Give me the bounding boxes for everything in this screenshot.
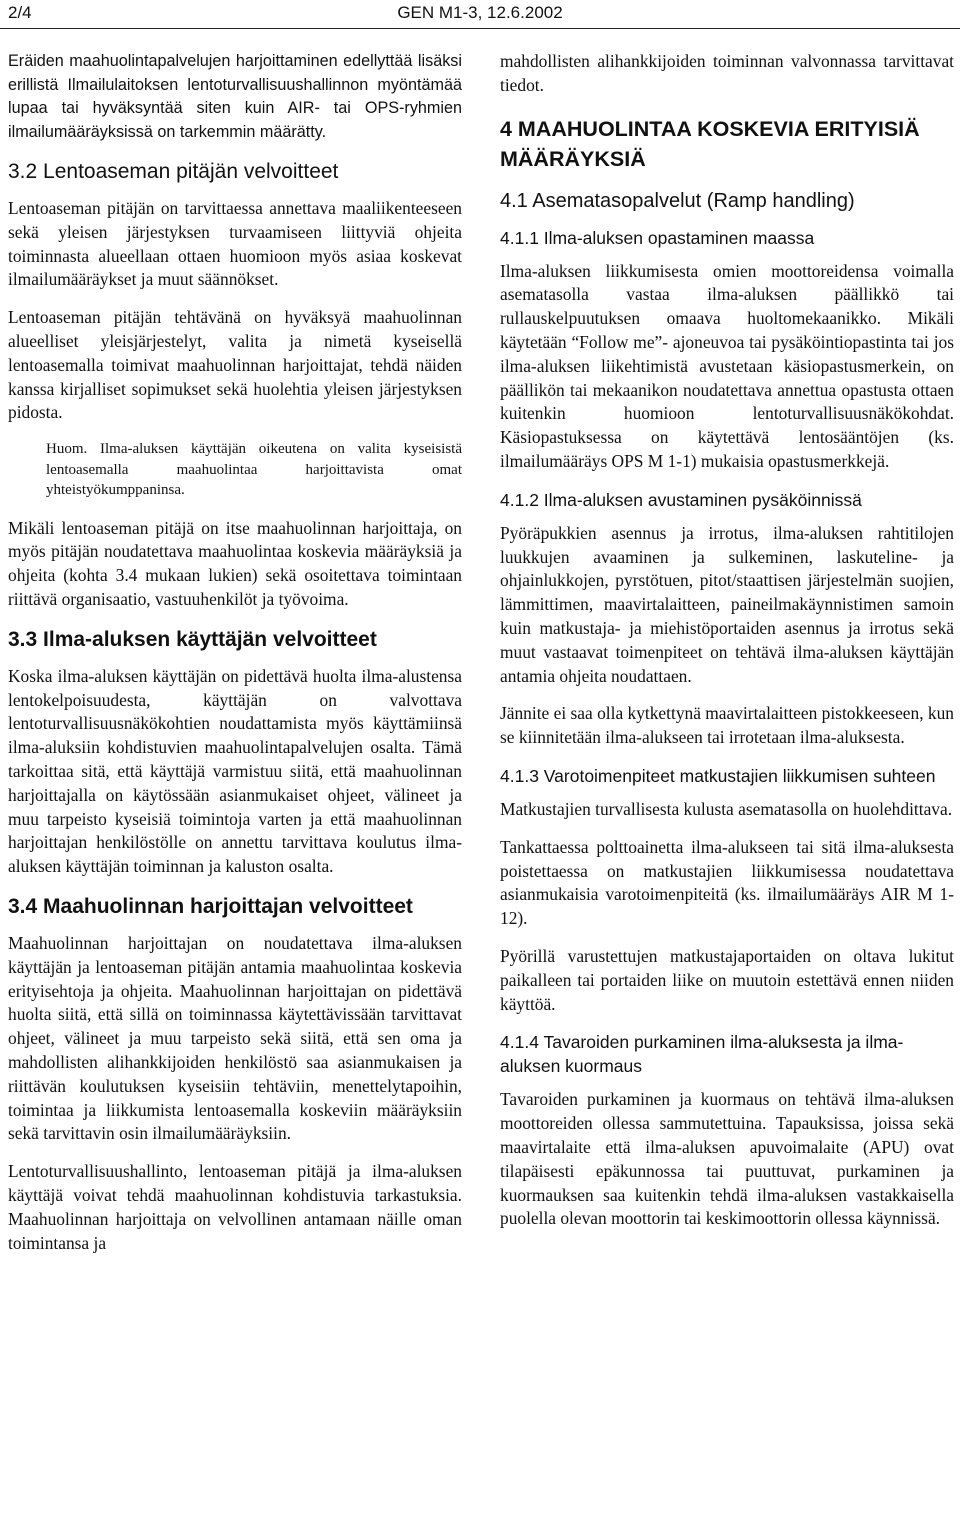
note-3-2: Huom. Ilma-aluksen käyttäjän oikeutena on valita kyseisistä lentoasemalla maahuolintaa harjoittavista omat yhteistyökumppaninsa. xyxy=(46,441,462,499)
paragraph-3-2-c: Mikäli lentoaseman pitäjä on itse maahuolinnan harjoittaja, on myös pitäjän noudatettava maahuolintaa koskevia määräyksiä ja ohjeita (kohta 3.4 mukaan lukien) sekä osoitettava toimintaan riittävä organisaatio, vastuuhenkilöt ja työvoima. xyxy=(8,517,462,610)
paragraph-4-1-2-a: Pyöräpukkien asennus ja irrotus, ilma-aluksen rahtitilojen luukkujen avaaminen ja sulkeminen, laskuteline- ja ohjainlukkojen, pyrstötuen, pitot/staattisen järjestelmän suojien, lämmittimen, maavirtalaitteen, paineilmakäynnistimen samoin kuin matkustaja- ja miehistöportaiden asennus ja irrotus sekä muut vastaavat toimenpiteet on tehtävä ilma-aluksen käyttäjän antamia ohjeita noudattaen. xyxy=(500,522,954,686)
heading-4-1: 4.1 Asematasopalvelut (Ramp handling) xyxy=(500,189,855,212)
paragraph-3-4-a: Maahuolinnan harjoittajan on noudatettava ilma-aluksen käyttäjän ja lentoaseman pitäjän antamia maahuolintaa koskevia erityisehtoja ja ohjeita. Maahuolinnan harjoittajan on pidettävä huolta siitä, että sillä on toiminnassa käytettävissään tarvittavat ohjeet, välineet ja muu tarpeisto sekä siitä, että sen oma ja mahdollisten alihankkijoiden henkilöstö saa asianmukaisen ja riittävän koulutuksen kyseisiin tehtäviin, menettelytapoihin, toimintaa ja liikkumista lentoasemalla koskeviin määräyksiin sekä tarvittavin osin ilmailumääräyksiin. xyxy=(8,933,462,1144)
left-column xyxy=(8,50,462,1269)
paragraph-4-1-3-c: Pyörillä varustettujen matkustajaportaiden on oltava lukitut paikalleen tai portaiden liike on muutoin estettävä ennen niiden käyttöä. xyxy=(500,945,954,1014)
paragraph-4-1-1: Ilma-aluksen liikkumisesta omien moottoreidensa voimalla asematasolla vastaa ilma-aluksen päällikkö tai rullauskelpuutuksen omaava huoltomekaanikko. Mikäli käytetään “Follow me”- ajoneuvoa tai pysäköintiopastinta tai jos ilma-aluksen liikehtimistä avustetaan käsiopastusmerkein, on päällikön tai mekaanikon noudatettava annettua opastusta ottaen kuitenkin huomioon lentoturvallisuusnäkökohdat. Käsiopastuksessa on käytettävä lentosääntöjen (ks. ilmailumääräys OPS M 1-1) mukaisia opastusmerkkejä. xyxy=(500,260,954,471)
paragraph-4-1-4: Tavaroiden purkaminen ja kuormaus on tehtävä ilma-aluksen moottoreiden ollessa sammutettuina. Tapauksissa, joissa sekä maavirtalaite että ilma-aluksen apuvoimalaite (APU) ovat tilapäisesti epäkunnossa tai puuttuvat, purkaminen ja kuormauksen saa kuitenkin tehdä ilma-aluksen vastakkaisella puolella olevan moottorin tai keskimoottorin ollessa käynnissä. xyxy=(500,1089,954,1229)
heading-3-4: 3.4 Maahuolinnan harjoittajan velvoitteet xyxy=(8,895,413,919)
heading-3-3: 3.3 Ilma-aluksen käyttäjän velvoitteet xyxy=(8,627,377,651)
paragraph-3-3-a: Koska ilma-aluksen käyttäjän on pidettävä huolta ilma-alustensa lentokelpoisuudesta, käyttäjän on valvottava lentoturvallisuusnäkökohtien noudattamista myös käyttämiinsä ilma-aluksiin kohdistuvien maahuolintapalvelujen osalta. Tämä tarkoittaa sitä, että käyttäjä varmistuu siitä, että maahuolinnan harjoittajalla on käytössään asianmukaiset ohjeet, välineet ja muu tarpeisto kyseisiä toimintoja varten ja että maahuolinnan harjoittajan henkilöstölle on annettu tarvittava koulutus ilma-aluksen käyttäjän toiminnan ja kaluston osalta. xyxy=(8,665,462,877)
paragraph-4-1-3-b: Tankattaessa polttoainetta ilma-alukseen tai sitä ilma-aluksesta poistettaessa on matkustajien liikkumisessa noudatettava asianmukaisia varotoimenpiteitä (ks. ilmailumääräys AIR M 1-12). xyxy=(500,836,954,929)
document-reference: GEN M1-3, 12.6.2002 xyxy=(397,3,563,22)
heading-4-1-2: 4.1.2 Ilma-aluksen avustaminen pysäköinnissä xyxy=(500,489,862,510)
page-header xyxy=(0,0,960,28)
intro-paragraph: Eräiden maahuolintapalvelujen harjoittaminen edellyttää lisäksi erillistä Ilmailulaitoksen lentoturvallisuushallinnon myöntämää lupaa tai hyväksyntää siten kuin AIR- tai OPS-ryhmien ilmailumääräyksissä on tarkemmin määrätty. xyxy=(8,52,462,141)
page-number: 2/4 xyxy=(8,3,32,22)
paragraph-4-1-2-b: Jännite ei saa olla kytkettynä maavirtalaitteen pistokkeeseen, kun se kiinnitetään ilma-alukseen tai irrotetaan ilma-aluksesta. xyxy=(500,703,954,748)
right-column xyxy=(500,50,954,1245)
heading-4: 4 MAAHUOLINTAA KOSKEVIA ERITYISIÄ MÄÄRÄYKSIÄ xyxy=(500,116,920,171)
heading-4-1-4: 4.1.4 Tavaroiden purkaminen ilma-aluksesta ja ilma-aluksen kuormaus xyxy=(500,1032,904,1077)
paragraph-4-1-3-a: Matkustajien turvallisesta kulusta asematasolla on huolehdittava. xyxy=(500,798,953,819)
heading-4-1-3: 4.1.3 Varotoimenpiteet matkustajien liikkumisen suhteen xyxy=(500,765,936,786)
heading-4-1-1: 4.1.1 Ilma-aluksen opastaminen maassa xyxy=(500,227,815,248)
header-divider xyxy=(0,28,960,29)
paragraph-3-2-b: Lentoaseman pitäjän tehtävänä on hyväksyä maahuolinnan alueelliset yleisjärjestelyt, valita ja nimetä kyseisellä lentoasemalla toimivat maahuolinnan harjoittajat, tehdä näiden kanssa kirjalliset sopimukset sekä huolehtia yleisen järjestyksen pidosta. xyxy=(8,307,462,423)
paragraph-continued: mahdollisten alihankkijoiden toiminnan valvonnassa tarvittavat tiedot. xyxy=(500,51,954,95)
heading-3-2: 3.2 Lentoaseman pitäjän velvoitteet xyxy=(8,160,339,183)
paragraph-3-4-b: Lentoturvallisuushallinto, lentoaseman pitäjä ja ilma-aluksen käyttäjä voivat tehdä maahuolinnan kohdistuvia tarkastuksia. Maahuolinnan harjoittaja on velvollinen antamaan näille oman toimintansa ja xyxy=(8,1161,462,1253)
paragraph-3-2-a: Lentoaseman pitäjän on tarvittaessa annettava maaliikenteeseen sekä yleisen järjestyksen turvaamiseen liittyviä ohjeita toiminnasta alueellaan ottaen huomioon myös asiaa koskevat ilmailumääräykset ja muut säännökset. xyxy=(8,198,462,290)
